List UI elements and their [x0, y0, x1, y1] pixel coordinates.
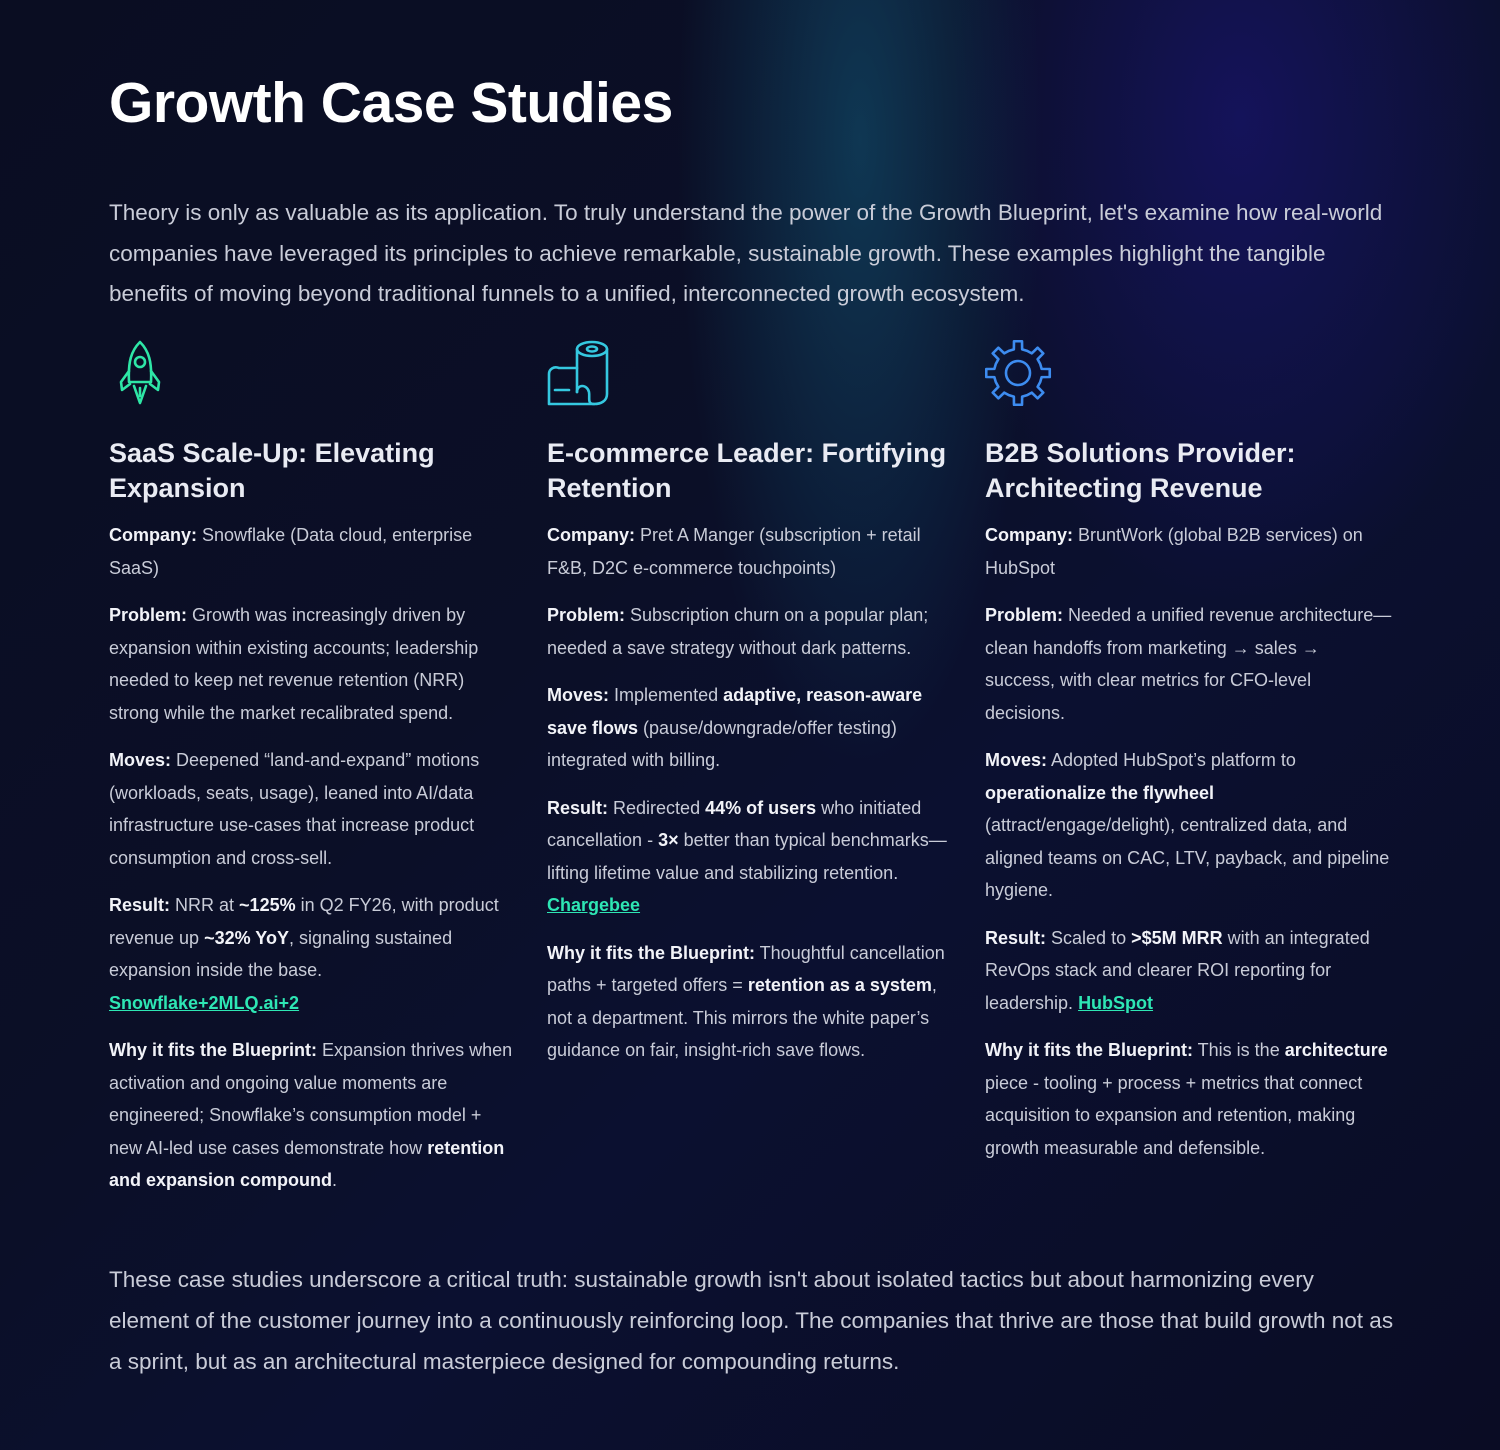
moves-text — [985, 744, 1393, 907]
result-label: Result: — [547, 797, 609, 818]
problem-label: Problem: — [109, 605, 188, 625]
company-value: Pret A Manger (subscription + retail F&B, D2C e-commerce touchpoints) — [547, 525, 921, 578]
case-study-ecommerce — [547, 338, 955, 1082]
result-highlight: 3× — [658, 830, 679, 850]
moves-value: Implemented — [614, 685, 724, 705]
result-text — [985, 922, 1393, 1020]
company-label: Company: — [985, 525, 1074, 545]
moves-highlight: operationalize the flywheel — [985, 782, 1215, 803]
result-highlight: >$5M MRR — [1131, 927, 1223, 948]
problem-text — [985, 599, 1393, 729]
result-value: who initiated cancellation - — [547, 797, 922, 850]
why-value: . — [332, 1170, 338, 1190]
why-text — [547, 937, 955, 1067]
source-link[interactable]: Snowflake+2MLQ.ai+2 — [109, 992, 300, 1013]
page-title: Growth Case Studies — [109, 71, 673, 135]
source-link[interactable]: HubSpot — [1078, 992, 1154, 1013]
problem-label: Problem: — [985, 605, 1064, 625]
moves-value: Deepened “land-and-expand” motions (workloads, seats, usage), leaned into AI/data infrastructure use-cases that increase product consumption and cross-sell. — [109, 750, 480, 868]
problem-value: Growth was increasingly driven by expansion within existing accounts; leadership needed to keep net revenue retention (NRR) strong while the market recalibrated spend. — [109, 605, 479, 723]
why-text — [985, 1034, 1393, 1164]
result-value: with an integrated RevOps stack and clearer ROI reporting for leadership. — [985, 927, 1370, 1013]
moves-label: Moves: — [985, 750, 1048, 770]
case-heading: E-commerce Leader: Fortifying Retention — [547, 438, 947, 503]
why-label: Why it fits the Blueprint: — [985, 1040, 1193, 1060]
result-text — [547, 792, 955, 922]
why-value: Thoughtful cancellation paths + targeted offers = — [547, 942, 945, 995]
why-highlight: retention as a system — [747, 975, 932, 995]
moves-label: Moves: — [109, 750, 172, 770]
why-highlight: retention and expansion compound — [109, 1137, 505, 1190]
why-label: Why it fits the Blueprint: — [547, 942, 755, 963]
result-text — [109, 889, 517, 1019]
outro-paragraph: These case studies underscore a critical truth: sustainable growth isn't about isolated tactics but about harmonizing every element of the customer journey into a continuously reinforcing loop. The companies that thrive are those that build growth not as a sprint, but as an architectural masterpiece designed for compounding returns. — [109, 1267, 1394, 1374]
result-label: Result: — [985, 927, 1047, 948]
case-heading: SaaS Scale-Up: Elevating Expansion — [109, 438, 435, 503]
rocket-icon — [109, 338, 517, 408]
company-label: Company: — [547, 525, 636, 545]
moves-text — [547, 679, 955, 777]
result-value: , signaling sustained expansion inside the base. — [109, 927, 453, 980]
company-label: Company: — [109, 525, 198, 545]
result-highlight: ~125% — [239, 895, 296, 915]
result-highlight: 44% of users — [705, 797, 817, 818]
why-value: , not a department. This mirrors the white paper’s guidance on fair, insight-rich save flows. — [547, 975, 937, 1060]
case-heading: B2B Solutions Provider: Architecting Revenue — [985, 438, 1296, 503]
why-text — [109, 1034, 517, 1197]
moves-value: (pause/downgrade/offer testing) integrated with billing. — [547, 717, 897, 770]
why-value: piece - tooling + process + metrics that connect acquisition to expansion and retention, making growth measurable and defensible. — [985, 1072, 1363, 1158]
paper-roll-icon — [547, 338, 955, 408]
problem-value: Needed a unified revenue architecture—clean handoffs from marketing → sales → success, with clear metrics for CFO-level decisions. — [985, 605, 1392, 723]
case-study-saas — [109, 338, 517, 1212]
why-value: This is the — [1197, 1040, 1285, 1060]
why-value: Expansion thrives when activation and ongoing value moments are engineered; Snowflake’s consumption model + new AI-led use cases demonstrate how — [109, 1040, 513, 1158]
company-value: BruntWork (global B2B services) on HubSpot — [985, 525, 1363, 578]
result-value: Scaled to — [1051, 927, 1132, 948]
company-text — [547, 519, 955, 584]
problem-value: Subscription churn on a popular plan; needed a save strategy without dark patterns. — [547, 605, 929, 658]
intro-paragraph: Theory is only as valuable as its application. To truly understand the power of the Growth Blueprint, let's examine how real-world companies have leveraged its principles to achieve remarkable, sustainable growth. These examples highlight the tangible benefits of moving beyond traditional funnels to a unified, interconnected growth ecosystem. — [109, 200, 1383, 306]
source-link[interactable]: Chargebee — [547, 895, 641, 915]
problem-label: Problem: — [547, 605, 626, 625]
result-value: NRR at — [175, 895, 240, 915]
result-highlight: ~32% YoY — [204, 927, 289, 948]
result-label: Result: — [109, 895, 171, 915]
case-study-b2b — [985, 338, 1393, 1179]
problem-text — [547, 599, 955, 664]
moves-text — [109, 744, 517, 874]
company-text — [109, 519, 517, 584]
company-text — [985, 519, 1393, 584]
problem-text — [109, 599, 517, 729]
moves-highlight: adaptive, reason-aware save flows — [547, 685, 923, 738]
company-value: Snowflake (Data cloud, enterprise SaaS) — [109, 525, 473, 578]
moves-value: (attract/engage/delight), centralized data, and aligned teams on CAC, LTV, payback, and pipeline hygiene. — [985, 815, 1390, 900]
why-highlight: architecture — [1284, 1040, 1388, 1060]
moves-label: Moves: — [547, 685, 610, 705]
result-value: Redirected — [613, 797, 706, 818]
result-value: in Q2 FY26, with product revenue up — [109, 895, 499, 948]
why-label: Why it fits the Blueprint: — [109, 1040, 317, 1060]
result-value: better than typical benchmarks—lifting lifetime value and stabilizing retention. — [547, 830, 947, 883]
gear-icon — [985, 338, 1393, 408]
moves-value: Adopted HubSpot’s platform to — [1051, 750, 1296, 770]
